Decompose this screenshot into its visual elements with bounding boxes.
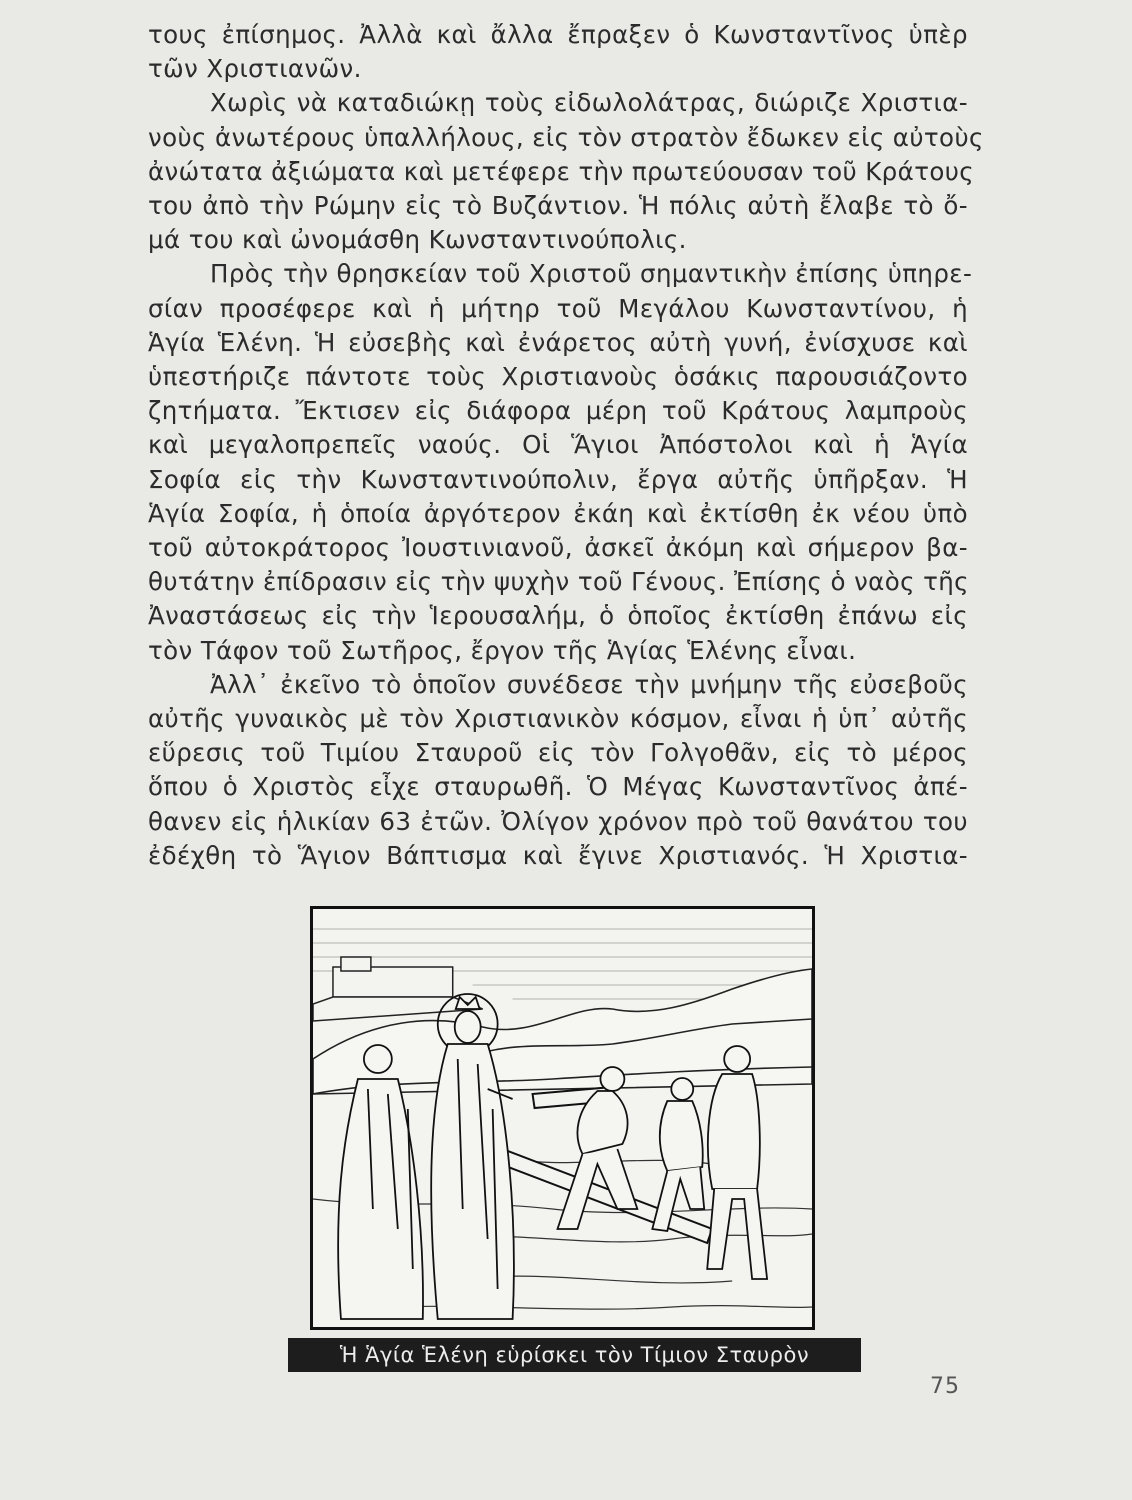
text-line: καὶ μεγαλοπρεπεῖς ναούς. Οἱ Ἅγιοι Ἀπόστολοι καὶ ἡ Ἁγία xyxy=(148,430,968,460)
distant-city-walls xyxy=(313,957,483,1021)
paragraph-1 xyxy=(148,18,968,86)
text-line: ἐδέχθη τὸ Ἅγιον Βάπτισμα καὶ ἔγινε Χριστιανός. Ἡ Χριστια- xyxy=(148,840,968,870)
text-line: εὕρεσις τοῦ Τιμίου Σταυροῦ εἰς τὸν Γολγοθᾶν, εἰς τὸ μέρος xyxy=(148,738,968,768)
text-line: νοὺς ἀνωτέρους ὑπαλλήλους, εἰς τὸν στρατὸν ἔδωκεν εἰς αὐτοὺς xyxy=(148,122,984,152)
illustration-saint-helen-finds-cross xyxy=(310,906,815,1330)
text-line: Ἀναστάσεως εἰς τὴν Ἱερουσαλήμ, ὁ ὁποῖος ἐκτίσθη ἐπάνω εἰς xyxy=(148,601,968,631)
text-line: θυτάτην ἐπίδρασιν εἰς τὴν ψυχὴν τοῦ Γένους. Ἐπίσης ὁ ναὸς τῆς xyxy=(148,567,969,597)
text-line: τὸν Τάφον τοῦ Σωτῆρος, ἔργον τῆς Ἁγίας Ἑλένης εἶναι. xyxy=(148,635,857,665)
text-line: τοῦ αὐτοκράτορος Ἰουστινιανοῦ, ἀσκεῖ ἀκόμη καὶ σήμερον βα- xyxy=(148,533,968,563)
text-line: τῶν Χριστιανῶν. xyxy=(148,54,362,84)
paragraph-3 xyxy=(148,257,973,667)
figure-caption: Ἡ Ἁγία Ἑλένη εὑρίσκει τὸν Τίμιον Σταυρὸν xyxy=(288,1338,861,1372)
text-line: ὑπεστήριζε πάντοτε τοὺς Χριστιανοὺς ὁσάκις παρουσιάζοντο xyxy=(148,362,968,392)
text-line: αὐτῆς γυναικὸς μὲ τὸν Χριστιανικὸν κόσμον, εἶναι ἡ ὑπ᾽ αὐτῆς xyxy=(148,704,968,734)
text-line: μά του καὶ ὠνομάσθη Κωνσταντινούπολις. xyxy=(148,225,687,255)
text-line: ἀνώτατα ἀξιώματα καὶ μετέφερε τὴν πρωτεύουσαν τοῦ Κράτους xyxy=(148,156,975,186)
text-line: τους ἐπίσημος. Ἀλλὰ καὶ ἄλλα ἔπραξεν ὁ Κωνσταντῖνος ὑπὲρ xyxy=(148,20,968,49)
paragraph-4 xyxy=(148,668,968,873)
text-line: του ἀπὸ τὴν Ρώμην εἰς τὸ Βυζάντιον. Ἡ πόλις αὐτὴ ἔλαβε τὸ ὄ- xyxy=(148,191,968,221)
text-line: Χωρὶς νὰ καταδιώκῃ τοὺς εἰδωλολάτρας, διώριζε Χριστια- xyxy=(210,88,968,118)
text-line: σίαν προσέφερε καὶ ἡ μήτηρ τοῦ Μεγάλου Κωνσταντίνου, ἡ xyxy=(148,293,968,323)
text-line: Πρὸς τὴν θρησκείαν τοῦ Χριστοῦ σημαντικὴν ἐπίσης ὑπηρε- xyxy=(210,259,973,289)
engraving-illustration xyxy=(313,909,812,1327)
text-line: Ἁγία Ἑλένη. Ἡ εὐσεβὴς καὶ ἐνάρετος αὐτὴ γυνή, ἐνίσχυσε καὶ xyxy=(148,327,968,357)
text-line: Ἁγία Σοφία, ἡ ὁποία ἀργότερον ἐκάη καὶ ἐκτίσθη ἐκ νέου ὑπὸ xyxy=(148,498,968,528)
body-text xyxy=(148,18,984,873)
text-line: θανεν εἰς ἡλικίαν 63 ἐτῶν. Ὀλίγον χρόνον πρὸ τοῦ θανάτου του xyxy=(148,806,968,836)
text-line: ζητήματα. Ἔκτισεν εἰς διάφορα μέρη τοῦ Κράτους λαμπροὺς xyxy=(148,396,968,426)
text-line: Ἀλλ᾽ ἐκεῖνο τὸ ὁποῖον συνέδεσε τὴν μνήμην τῆς εὐσεβοῦς xyxy=(210,669,968,699)
paragraph-2 xyxy=(148,86,984,257)
text-line: ὅπου ὁ Χριστὸς εἶχε σταυρωθῆ. Ὁ Μέγας Κωνσταντῖνος ἀπέ- xyxy=(148,772,968,802)
text-line: Σοφία εἰς τὴν Κωνσταντινούπολιν, ἔργα αὐτῆς ὑπῆρξαν. Ἡ xyxy=(148,464,968,494)
page-number: 75 xyxy=(930,1374,960,1399)
